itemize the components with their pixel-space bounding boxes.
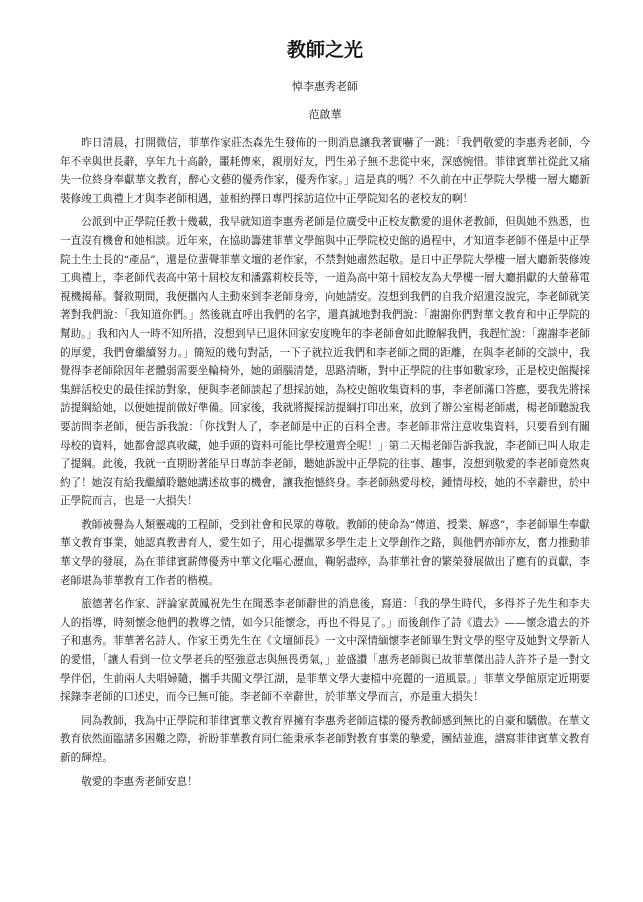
- paragraph-4: 旅德著名作家、評論家黃鳳祝先生在聞悉李老師辭世的消息後，寫道：「我的學生時代，多得芥子先生和李夫人的指導，時刻懷念他們的教導之情，如今只能懷念，再也不得見了。」而後創作了詩《遺去》——懷念遺去的芥子和惠秀。菲華著名詩人、作家王勇先生在《文壇師長》一文中深情緬懷李老師畢生對文學的堅守及她對文學新人的愛惜，「讓人看到一位文學老兵的堅強意志與無畏勇氣，」並盛讚「惠秀老師與已故菲華傑出詩人許芥子是一對文學伴侶，生前兩人夫唱婦隨，攜手共闖文學江湖，是菲華文學大妻檔中亮麗的一道風景。」菲華文學館原定近期要採錄李老師的口述史，而今已無可能。李老師不幸辭世，於菲華文學而言，亦是重大損失！: [60, 598, 590, 704]
- paragraph-3: 教師被譽為人類靈魂的工程師，受到社會和民眾的尊敬。教師的使命為“傳道、授業、解惑”，李老師畢生奉獻華文教育事業，她認真教書育人，愛生如子，用心提攜眾多學生走上文學創作之路，與他們亦師亦友，奮力推動菲華文學的發展，為在菲律賓薪傳優秀中華文化嘔心瀝血，鞠躬盡瘁，為菲華社會的繁榮發展做出了應有的貢獻，李老師堪為菲華教育工作者的楷模。: [60, 518, 590, 587]
- document-title: 教師之光: [286, 39, 363, 61]
- paragraph-5: 同為教師，我為中正學院和菲律賓華文教育界擁有李惠秀老師這樣的優秀教師感到無比的自豪和驕傲。在華文教育依然面臨諸多困難之際，祈盼菲華教育同仁能秉承李老師對教育事業的摯愛，團結並進，譜寫菲律賓華文教育新的輝煌。: [60, 714, 590, 764]
- document-page: [60, 30, 590, 796]
- paragraph-1: 昨日清晨，打開微信，菲華作家莊杰森先生發佈的一則消息讓我著實嚇了一跳：「我們敬愛的李惠秀老師，今年不幸與世長辭，享年九十高齡，噩耗傳來，親朋好友，門生弟子無不悲從中來，深感惋惜。菲律賓華社從此又痛失一位終身奉獻華文教育，醉心文藝的優秀作家，優秀作家。」這是真的嗎？不久前在中正學院大學樓一層大廳新裝修竣工典禮上才與李老師相遇，並相約擇日專門採訪這位中正學院知名的老校友的啊！: [60, 137, 590, 205]
- document-subtitle: 悼李惠秀老師: [292, 80, 358, 93]
- document-author: 范啟華: [308, 108, 342, 121]
- paragraph-6: 敬愛的李惠秀老師安息！: [81, 775, 198, 788]
- paragraph-2: 公派到中正學院任教十幾載，我早就知道李惠秀老師是位廣受中正校友歡愛的退休老教師，但與她不熟悉，也一直沒有機會和她相談。近年來，在協助籌建菲華文學館與中正學院校史館的過程中，才知道李老師不僅是中正學院土生土長的“產品”，還是位蜚聲菲華文壇的老作家，不禁對她肅然起敬。是日中正學院大學樓一層大廳新裝修竣工典禮上，李老師代表高中第十屆校友和潘露莉校長等，一道為高中第十屆校友為大學樓一層大廳捐獻的大螢幕電視機揭幕。餐敘期間，我便攜內人主動來到李老師身旁，向她請安。沒想到我們的自我介紹還沒說完，李老師就笑著對我們說：「我知道你們。」然後就直呼出我們的名字，還真誠地對我們說：「謝謝你們對華文教育和中正學院的幫助。」我和內人一時不知所措，沒想到早已退休回家安度晚年的李老師會如此瞭解我們，我趕忙說：「謝謝李老師的厚愛，我們會繼續努力。」簡短的幾句對話，一下子就拉近我們和李老師之間的距離，在與李老師的交談中，我覺得李老師除因年老體弱需要坐輪椅外，她的頭腦清楚，思路清晰，對中正學院的往事如數家珍，正是校史館擬採集鮮活校史的最佳採訪對象，便與李老師談起了想採訪她，為校史館收集資料的事，李老師滿口答應，要我先將採訪提綱給她，以便她提前做好準備。回家後，我就將擬採訪提綱打印出來，放到了辦公室楊老師處，楊老師聽說我要訪問李老師，便告訴我說：「你找對人了，李老師是中正的百科全書。李老師非常注意收集資料，只要看到有關母校的資料，她都會認真收藏，她手頭的資料可能比學校還齊全呢！」第二天楊老師告訴我說，李老師已叫人取走了提綱。此後，我就一直期盼著能早日專訪李老師，聽她訴說中正學院的往事、趣事，沒想到敬愛的李老師竟然爽約了！她沒有給我繼續聆聽她講述故事的機會，讓我抱憾終身。李老師熱愛母校，鍾情母校，她的不幸辭世，於中正學院而言，也是一大損失！: [60, 216, 590, 508]
